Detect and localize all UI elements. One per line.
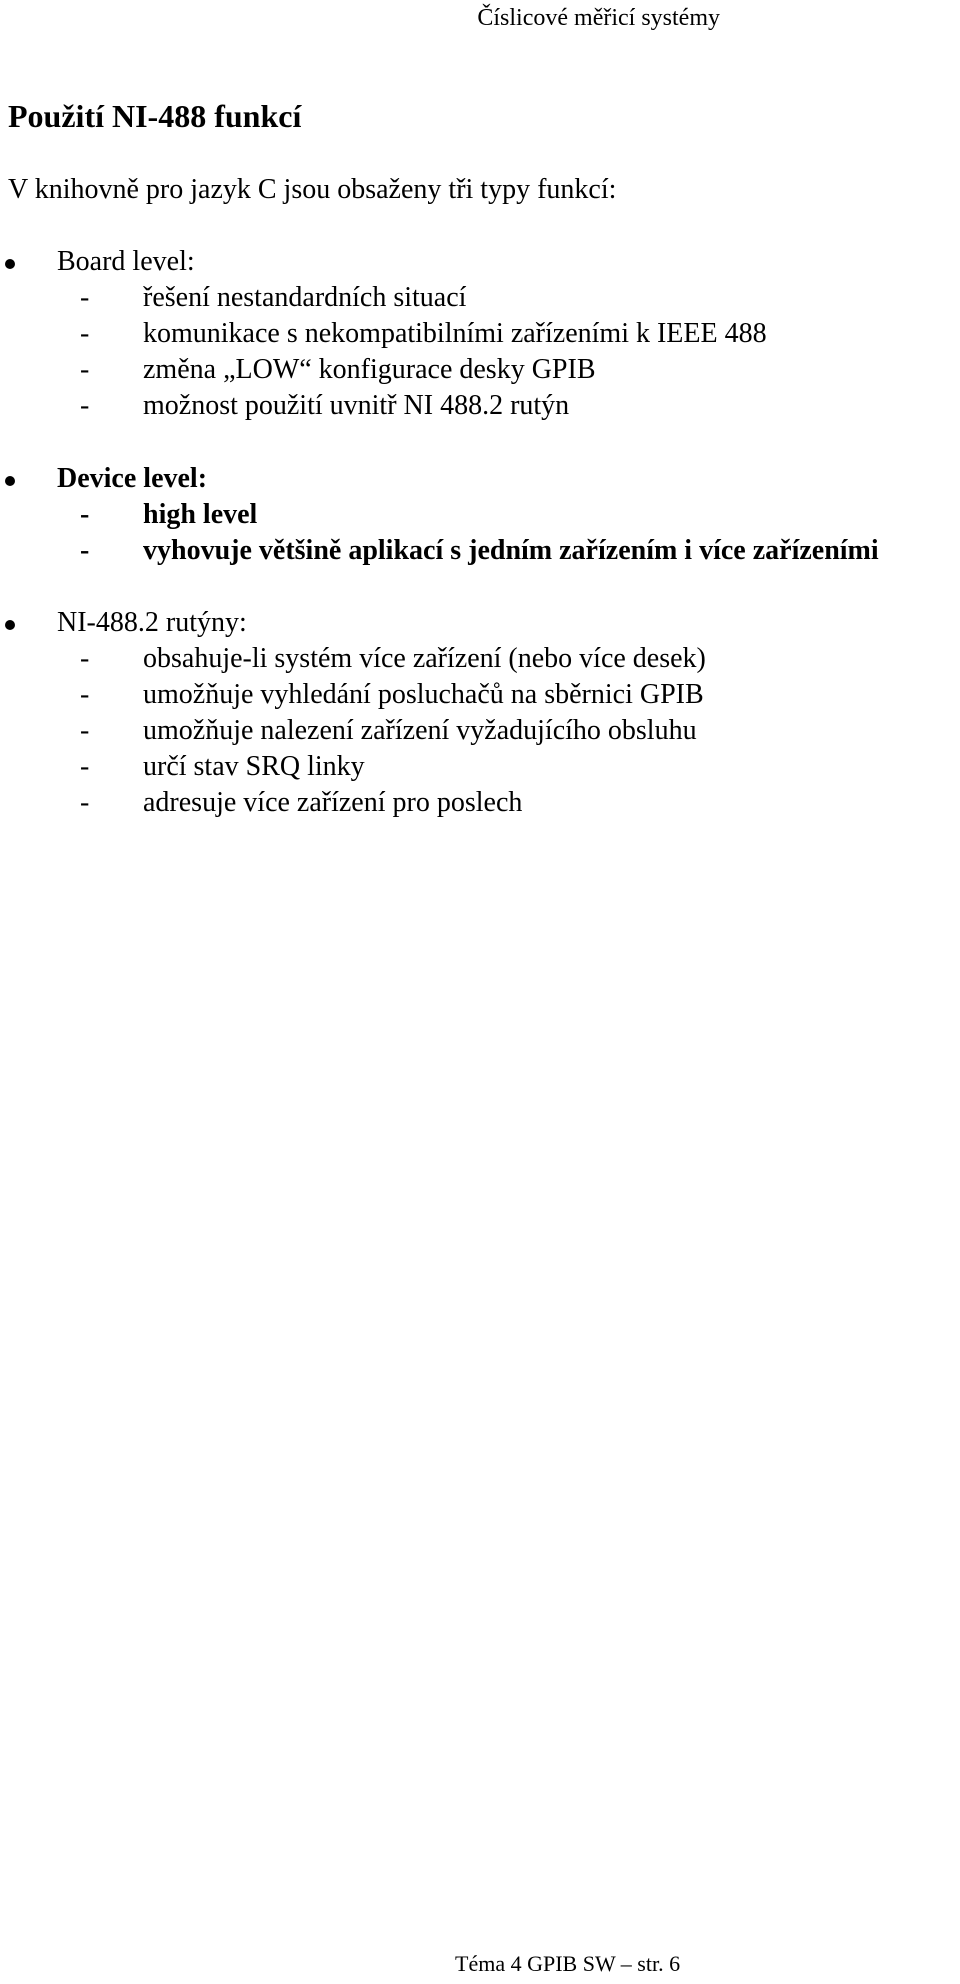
intro-text: V knihovně pro jazyk C jsou obsaženy tři typy funkcí: [8, 174, 617, 205]
list-item-text: umožňuje nalezení zařízení vyžadujícího obsluhu [143, 715, 697, 746]
list-item [80, 533, 879, 569]
bullet-icon [5, 620, 15, 630]
list-item [80, 497, 879, 533]
list-item-text: možnost použití uvnitř NI 488.2 rutýn [143, 390, 570, 421]
list-item [80, 641, 706, 677]
dash-marker: - [80, 390, 90, 421]
list-item [80, 316, 767, 352]
dash-marker: - [80, 643, 90, 674]
dash-marker: - [80, 787, 90, 818]
list-item [80, 388, 767, 424]
section-heading: Board level: [57, 246, 195, 277]
list-item [80, 352, 767, 388]
sub-list [80, 497, 879, 569]
list-item [80, 280, 767, 316]
section-heading: Device level: [57, 463, 208, 494]
dash-marker: - [80, 751, 90, 782]
dash-marker: - [80, 499, 90, 530]
list-item-text: adresuje více zařízení pro poslech [143, 787, 523, 818]
list-item-text: určí stav SRQ linky [143, 751, 365, 782]
list-item [80, 785, 706, 821]
page-header-title: Číslicové měřicí systémy [477, 5, 720, 31]
sub-list [80, 641, 706, 821]
list-item-text: komunikace s nekompatibilními zařízeními k IEEE 488 [143, 318, 767, 349]
dash-marker: - [80, 354, 90, 385]
dash-marker: - [80, 679, 90, 710]
page-footer: Téma 4 GPIB SW – str. 6 [455, 1951, 681, 1976]
dash-marker: - [80, 715, 90, 746]
list-item-text: řešení nestandardních situací [143, 282, 467, 313]
list-item [80, 749, 706, 785]
page-title: Použití NI-488 funkcí [8, 98, 302, 134]
list-item-text: umožňuje vyhledání posluchačů na sběrnici GPIB [143, 679, 704, 710]
section-heading: NI-488.2 rutýny: [57, 607, 247, 638]
list-item-text: high level [143, 499, 258, 530]
list-item [80, 677, 706, 713]
list-item-text: změna „LOW“ konfigurace desky GPIB [143, 354, 596, 385]
dash-marker: - [80, 535, 90, 566]
list-item [80, 713, 706, 749]
list-item-text: vyhovuje většině aplikací s jedním zařízením i více zařízeními [143, 535, 879, 566]
bullet-icon [5, 476, 15, 486]
dash-marker: - [80, 282, 90, 313]
sub-list [80, 280, 767, 424]
list-item-text: obsahuje-li systém více zařízení (nebo více desek) [143, 643, 706, 674]
bullet-icon [5, 259, 15, 269]
dash-marker: - [80, 318, 90, 349]
